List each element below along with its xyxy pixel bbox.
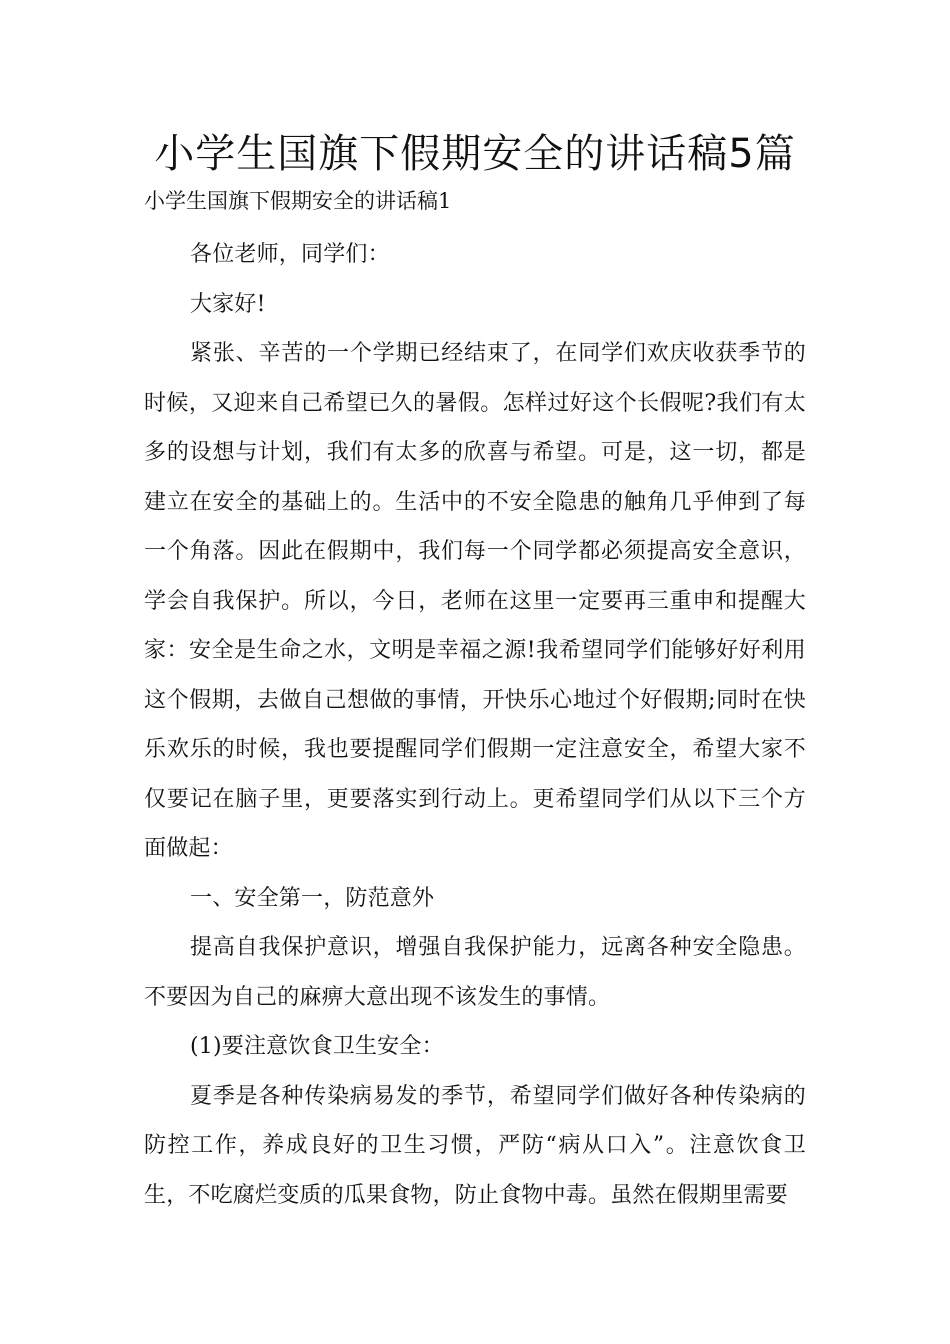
document-title: 小学生国旗下假期安全的讲话稿5篇 bbox=[154, 131, 796, 177]
document-body bbox=[144, 230, 806, 1220]
section-heading: 一、安全第一，防范意外 bbox=[190, 885, 435, 911]
body-paragraph: 提高自我保护意识，增强自我保护能力，远离各种安全隐患。不要因为自己的麻痹大意出现不该发生的事情。 bbox=[144, 935, 806, 1010]
body-paragraph: 夏季是各种传染病易发的季节，希望同学们做好各种传染病的防控工作，养成良好的卫生习惯，严防“病从口入”。注意饮食卫生，不吃腐烂变质的瓜果食物，防止食物中毒。虽然在假期里需要 bbox=[144, 1083, 806, 1208]
greeting: 大家好! bbox=[190, 291, 266, 317]
document-subtitle: 小学生国旗下假期安全的讲话稿1 bbox=[144, 189, 452, 213]
body-paragraph: 紧张、辛苦的一个学期已经结束了，在同学们欢庆收获季节的时候，又迎来自己希望已久的暑假。怎样过好这个长假呢?我们有太多的设想与计划，我们有太多的欣喜与希望。可是，这一切，都是建立在安全的基础上的。生活中的不安全隐患的触角几乎伸到了每一个角落。因此在假期中，我们每一个同学都必须提高安全意识，学会自我保护。所以，今日，老师在这里一定要再三重申和提醒大家：安全是生命之水，文明是幸福之源!我希望同学们能够好好利用这个假期，去做自己想做的事情，开快乐心地过个好假期;同时在快乐欢乐的时候，我也要提醒同学们假期一定注意安全，希望大家不仅要记在脑子里，更要落实到行动上。更希望同学们从以下三个方面做起： bbox=[144, 341, 806, 861]
subsection-heading: (1)要注意饮食卫生安全： bbox=[190, 1034, 444, 1059]
salutation: 各位老师，同学们： bbox=[190, 242, 390, 267]
